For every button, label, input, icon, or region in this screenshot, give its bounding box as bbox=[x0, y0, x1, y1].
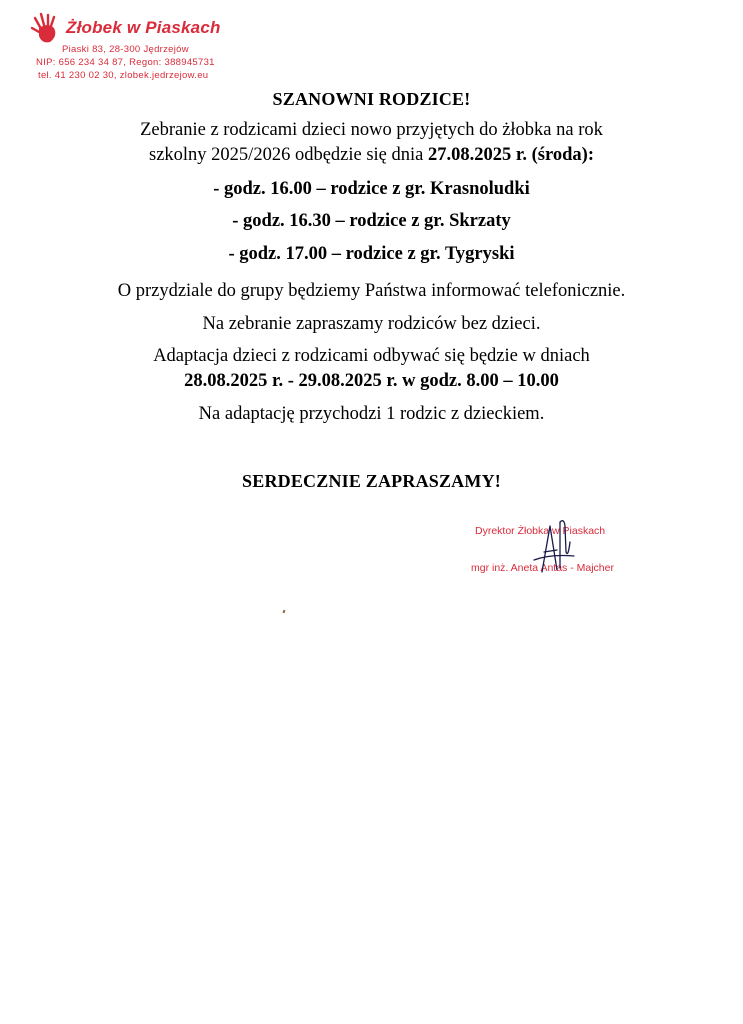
closing-heading: SERDECZNIE ZAPRASZAMY! bbox=[242, 471, 501, 491]
schedule-item-tygryski: - godz. 17.00 – rodzice z gr. Tygryski bbox=[228, 244, 515, 264]
group-assignment-info: O przydziale do grupy będziemy Państwa informować telefonicznie. bbox=[117, 281, 626, 301]
meeting-date: 27.08.2025 r. (środa): bbox=[428, 145, 594, 165]
organization-nip-regon: NIP: 656 234 34 87, Regon: 388945731 bbox=[36, 57, 215, 68]
adaptation-note: Na adaptację przychodzi 1 rodzic z dzieckiem. bbox=[198, 404, 545, 424]
scan-speck bbox=[283, 610, 286, 614]
organization-name: Żłobek w Piaskach bbox=[66, 18, 221, 37]
intro-line-2-text: szkolny 2025/2026 odbędzie się dnia bbox=[149, 145, 428, 165]
letterhead-stamp bbox=[30, 10, 260, 88]
adaptation-line-1: Adaptacja dzieci z rodzicami odbywać się będzie w dniach bbox=[153, 346, 590, 366]
hand-print-icon bbox=[30, 12, 66, 46]
intro-line-1: Zebranie z rodzicami dzieci nowo przyjętych do żłobka na rok bbox=[140, 120, 603, 140]
no-children-info: Na zebranie zapraszamy rodziców bez dzieci. bbox=[202, 314, 541, 334]
intro-line-2 bbox=[0, 142, 743, 168]
signature-title: Dyrektor Żłobka w Piaskach bbox=[475, 525, 606, 537]
handwritten-signature bbox=[530, 512, 580, 582]
signature-name: mgr inż. Aneta Antas - Majcher bbox=[471, 562, 614, 574]
schedule-item-krasnoludki: - godz. 16.00 – rodzice z gr. Krasnoludki bbox=[213, 179, 530, 199]
schedule-item-skrzaty: - godz. 16.30 – rodzice z gr. Skrzaty bbox=[232, 211, 511, 231]
adaptation-dates: 28.08.2025 r. - 29.08.2025 r. w godz. 8.00 – 10.00 bbox=[184, 371, 559, 391]
greeting-heading: SZANOWNI RODZICE! bbox=[272, 89, 471, 109]
organization-address: Piaski 83, 28-300 Jędrzejów bbox=[62, 44, 189, 55]
organization-contact: tel. 41 230 02 30, zlobek.jedrzejow.eu bbox=[38, 70, 209, 81]
